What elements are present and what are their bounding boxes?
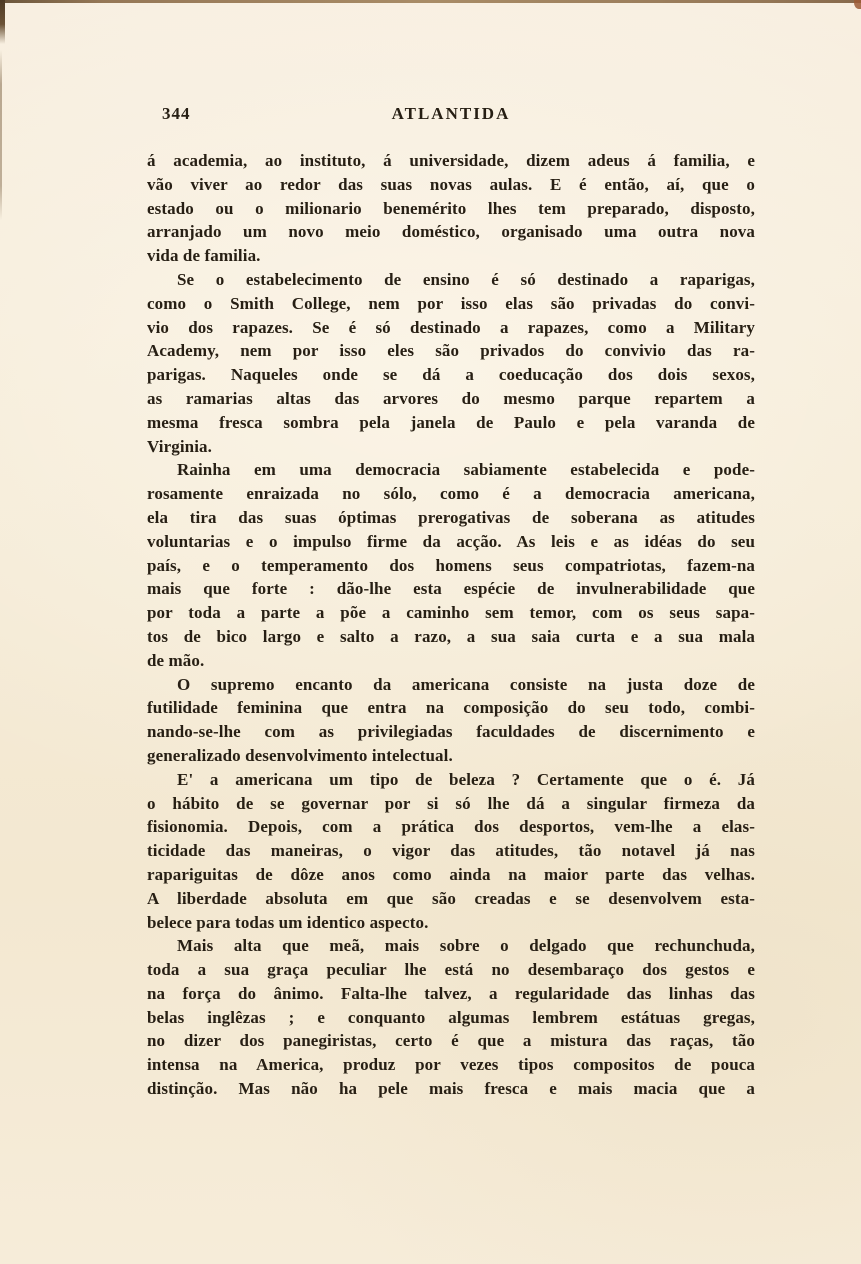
text-line: Se o estabelecimento de ensino é só destinado a raparigas, (177, 269, 755, 289)
text-line: tos de bico largo e salto a razo, a sua saia curta e a sua mala (147, 626, 755, 646)
text-line: Virginia. (147, 436, 212, 456)
text-line: belece para todas um identico aspecto. (147, 912, 429, 932)
scan-top-edge-shadow (0, 0, 861, 3)
text-block (147, 149, 755, 1101)
text-line: país, e o temperamento dos homens seus compatriotas, fazem-na (147, 555, 755, 575)
text-line: Mais alta que meã, mais sobre o delgado que rechunchuda, (177, 936, 755, 956)
text-line: intensa na America, produz por vezes tipos compositos de pouca (147, 1055, 755, 1075)
text-line: rosamente enraizada no sólo, como é a democracia americana, (147, 484, 755, 504)
text-line: nando-se-lhe com as privilegiadas faculdades de discernimento e (147, 722, 755, 742)
text-line: generalizado desenvolvimento intelectual. (147, 745, 453, 765)
text-line: A liberdade absoluta em que são creadas e se desenvolvem esta- (147, 888, 755, 908)
text-line: O supremo encanto da americana consiste na justa doze de (177, 674, 755, 694)
text-line: fisionomia. Depois, com a prática dos desportos, vem-lhe a elas- (147, 817, 755, 837)
text-line: de mão. (147, 650, 205, 670)
scan-left-edge-shadow (0, 50, 2, 220)
text-line: á academia, ao instituto, á universidade, dizem adeus á familia, e (147, 151, 755, 170)
text-line: estado ou o milionario benemérito lhes tem preparado, disposto, (147, 198, 755, 218)
text-line: Academy, nem por isso eles são privados do convivio das ra- (147, 341, 755, 361)
text-line: o hábito de se governar por si só lhe dá a singular firmeza da (147, 793, 755, 813)
text-line: ticidade das maneiras, o vigor das atitudes, tão notavel já nas (147, 841, 755, 861)
text-line: voluntarias e o impulso firme da acção. As leis e as idéas do seu (147, 531, 755, 551)
text-line: no dizer dos panegiristas, certo é que a mistura das raças, tão (147, 1031, 755, 1051)
text-line: Rainha em uma democracia sabiamente estabelecida e pode- (177, 460, 755, 480)
page-header (147, 104, 755, 128)
text-line: parigas. Naqueles onde se dá a coeducação dos dois sexos, (147, 365, 755, 385)
text-line: rapariguitas de dôze anos como ainda na maior parte das velhas. (147, 864, 755, 884)
text-line: toda a sua graça peculiar lhe está no desembaraço dos gestos e (147, 960, 755, 980)
text-line: futilidade feminina que entra na composição do seu todo, combi- (147, 698, 755, 718)
page-number: 344 (162, 104, 191, 123)
journal-title: ATLANTIDA (391, 104, 511, 123)
text-line: por toda a parte a põe a caminho sem temor, com os seus sapa- (147, 603, 755, 623)
scan-corner-shadow (0, 0, 5, 44)
text-line: ela tira das suas óptimas prerogativas de soberana as atitudes (147, 507, 755, 527)
text-line: na força do ânimo. Falta-lhe talvez, a regularidade das linhas das (147, 983, 755, 1003)
text-line: E' a americana um tipo de beleza ? Certamente que o é. Já (177, 769, 755, 789)
text-line: vida de familia. (147, 246, 261, 266)
text-line: vão viver ao redor das suas novas aulas. E é então, aí, que o (147, 174, 755, 194)
text-line: mais que forte : dão-lhe esta espécie de invulnerabilidade que (147, 579, 755, 599)
text-line: belas inglêzas ; e conquanto algumas lembrem estátuas gregas, (147, 1007, 755, 1027)
text-line: mesma fresca sombra pela janela de Paulo e pela varanda de (147, 412, 755, 432)
text-line: as ramarias altas das arvores do mesmo parque repartem a (147, 388, 755, 408)
text-line: como o Smith College, nem por isso elas são privadas do convi- (147, 293, 755, 313)
text-line: vio dos rapazes. Se é só destinado a rapazes, como a Military (147, 317, 755, 337)
text-line: arranjado um novo meio doméstico, organisado uma outra nova (147, 222, 755, 242)
text-line: distinção. Mas não ha pele mais fresca e mais macia que a (147, 1079, 755, 1099)
scan-speck (854, 0, 861, 9)
